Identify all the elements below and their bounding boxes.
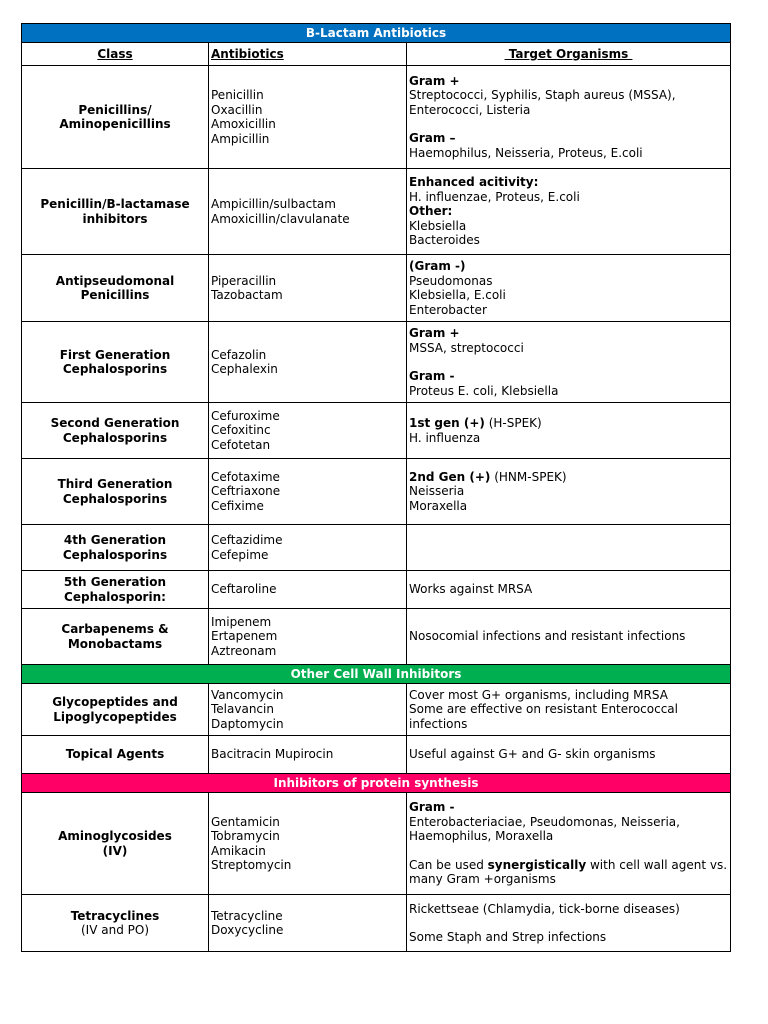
drug-name: Oxacillin: [211, 102, 263, 117]
table-row: [22, 895, 731, 952]
target-heading: Enhanced acitivity:: [409, 175, 539, 190]
class-name: (IV): [102, 843, 128, 858]
targets-cell: [407, 793, 731, 895]
class-name: Antipseudomonal: [55, 273, 175, 288]
target-text: Works against MRSA: [409, 582, 533, 597]
target-text: Bacteroides: [409, 233, 480, 248]
class-cell: [22, 793, 209, 895]
target-text: Neisseria: [409, 484, 465, 499]
targets-cell-empty: [407, 525, 731, 571]
drug-name: Cefotaxime: [211, 469, 280, 484]
drug-name: Bacitracin Mupirocin: [211, 747, 334, 762]
class-cell: [22, 322, 209, 403]
target-text: Nosocomial infections and resistant infections: [409, 629, 686, 644]
target-text: Enterobacteriaciae, Pseudomonas, Neisseria, Haemophilus, Moraxella: [409, 814, 680, 844]
header-target-organisms: Target Organisms: [407, 43, 731, 66]
class-name: Cephalosporins: [62, 491, 168, 506]
class-cell: [22, 571, 209, 609]
target-heading: Gram -: [409, 800, 455, 815]
drug-name: Cefepime: [211, 547, 269, 562]
section-banner-protein-synthesis: [22, 774, 731, 793]
target-text: Cover most G+ organisms, including MRSA: [409, 687, 668, 702]
class-route: (IV and PO): [81, 923, 149, 937]
target-text: Klebsiella, E.coli: [409, 288, 506, 302]
drug-name: Ceftriaxone: [211, 484, 281, 499]
target-text: MSSA, streptococci: [409, 340, 524, 355]
target-emphasis: synergistically: [487, 857, 587, 872]
header-antibiotics: Antibiotics: [209, 43, 407, 66]
class-name: Carbapenems &: [61, 622, 169, 636]
class-name: Cephalosporin:: [64, 589, 166, 604]
drugs-cell: [209, 793, 407, 895]
drugs-cell: [209, 525, 407, 571]
table-row: [22, 525, 731, 571]
target-text: Can be used: [409, 857, 488, 872]
targets-cell: [407, 571, 731, 609]
target-heading: Gram -: [409, 369, 455, 383]
target-heading: Gram –: [409, 131, 456, 146]
targets-cell: [407, 403, 731, 459]
table-row: [22, 459, 731, 525]
drug-name: Amoxicillin: [211, 117, 276, 131]
target-text: Klebsiella: [409, 218, 467, 233]
drugs-cell: [209, 684, 407, 736]
class-name: Second Generation: [50, 416, 180, 430]
drug-name: Piperacillin: [211, 273, 277, 288]
class-name: First Generation: [59, 347, 171, 362]
target-text: Haemophilus, Neisseria, Proteus, E.coli: [409, 145, 643, 160]
drugs-cell: [209, 66, 407, 169]
target-mnemonic: (H-SPEK): [484, 416, 542, 430]
section-banner-beta-lactam: [22, 24, 731, 43]
drugs-cell: [209, 736, 407, 774]
target-heading: (Gram -): [409, 259, 466, 273]
targets-cell: [407, 66, 731, 169]
class-cell: [22, 66, 209, 169]
class-name: Third Generation: [57, 477, 173, 491]
table-row: [22, 255, 731, 322]
table-row: [22, 403, 731, 459]
section-title: Other Cell Wall Inhibitors: [22, 665, 731, 684]
drugs-cell: [209, 609, 407, 665]
drug-name: Cefixime: [211, 498, 264, 513]
targets-cell: [407, 684, 731, 736]
class-cell: [22, 684, 209, 736]
drug-name: Telavancin: [211, 702, 274, 717]
class-name: Penicillins: [80, 288, 150, 302]
class-name: Monobactams: [67, 636, 163, 651]
antibiotics-table: [21, 23, 731, 952]
drug-name: Tazobactam: [211, 288, 283, 302]
drugs-cell: [209, 895, 407, 952]
drug-name: Amikacin: [211, 843, 266, 858]
drug-name: Streptomycin: [211, 858, 292, 872]
drug-name: Gentamicin: [211, 814, 280, 829]
section-banner-cell-wall: [22, 665, 731, 684]
class-name: Topical Agents: [65, 747, 165, 762]
class-name: Cephalosporins: [62, 430, 168, 445]
target-text: Some Staph and Strep infections: [409, 930, 607, 944]
drugs-cell: [209, 571, 407, 609]
drug-name: Doxycycline: [211, 923, 284, 937]
table-row: [22, 736, 731, 774]
class-name: Cephalosporins: [62, 547, 168, 562]
drugs-cell: [209, 403, 407, 459]
drug-name: Penicillin: [211, 88, 264, 102]
targets-cell: [407, 459, 731, 525]
drug-name: Ceftaroline: [211, 582, 277, 597]
drugs-cell: [209, 255, 407, 322]
target-heading: 1st gen (+): [409, 416, 485, 430]
drug-name: Cefoxitinc: [211, 423, 271, 438]
class-name: Lipoglycopeptides: [53, 709, 177, 724]
drug-name: Amoxicillin/clavulanate: [211, 211, 350, 226]
class-name: Penicillins/: [78, 102, 152, 117]
drug-name: Cefotetan: [211, 437, 271, 452]
target-text: Pseudomonas: [409, 273, 493, 288]
section-title: B-Lactam Antibiotics: [22, 24, 731, 43]
class-name: 4th Generation: [63, 533, 167, 547]
table-row: [22, 322, 731, 403]
target-heading: Other:: [409, 204, 453, 219]
class-cell: [22, 169, 209, 255]
targets-cell: [407, 895, 731, 952]
class-name: Penicillin/B-lactamase: [40, 197, 190, 211]
target-heading: Gram +: [409, 326, 460, 340]
class-name: Tetracyclines: [70, 908, 160, 923]
targets-cell: [407, 736, 731, 774]
target-text: Proteus E. coli, Klebsiella: [409, 383, 559, 398]
target-heading: Gram +: [409, 73, 460, 88]
drug-name: Cephalexin: [211, 362, 278, 376]
class-cell: [22, 403, 209, 459]
class-cell: [22, 525, 209, 571]
table-row: [22, 571, 731, 609]
target-text: with cell wall agent vs. many Gram +organisms: [409, 857, 728, 887]
class-name: 5th Generation: [63, 575, 167, 589]
drug-name: Aztreonam: [211, 643, 277, 658]
targets-cell: [407, 255, 731, 322]
target-heading: 2nd Gen (+): [409, 469, 491, 484]
target-text: Streptococci, Syphilis, Staph aureus (MSSA), Enterococci, Listeria: [409, 88, 676, 117]
drug-name: Tobramycin: [211, 829, 280, 843]
drug-name: Ampicillin/sulbactam: [211, 197, 336, 211]
target-text: Enterobacter: [409, 302, 487, 317]
drugs-cell: [209, 459, 407, 525]
class-cell: [22, 895, 209, 952]
class-cell: [22, 736, 209, 774]
class-name: Aminopenicillins: [59, 117, 171, 131]
drugs-cell: [209, 169, 407, 255]
target-text: Useful against G+ and G- skin organisms: [409, 747, 656, 762]
table-row: [22, 684, 731, 736]
target-text: Rickettseae (Chlamydia, tick-borne diseases): [409, 901, 680, 916]
table-row: [22, 609, 731, 665]
table-row: [22, 793, 731, 895]
class-name: Aminoglycosides: [58, 829, 172, 843]
header-class: Class: [22, 43, 209, 66]
drug-name: Ampicillin: [211, 131, 270, 146]
targets-cell: [407, 322, 731, 403]
class-name: Cephalosporins: [62, 362, 168, 376]
target-text: H. influenza: [409, 430, 481, 445]
target-text: H. influenzae, Proteus, E.coli: [409, 189, 580, 204]
drug-name: Ertapenem: [211, 629, 278, 644]
section-title: Inhibitors of protein synthesis: [22, 774, 731, 793]
drugs-cell: [209, 322, 407, 403]
target-text: Some are effective on resistant Enterococcal infections: [409, 702, 678, 731]
table-row: [22, 169, 731, 255]
drug-name: Ceftazidime: [211, 533, 283, 547]
drug-name: Cefuroxime: [211, 408, 280, 423]
target-mnemonic: (HNM-SPEK): [490, 469, 567, 484]
targets-cell: [407, 609, 731, 665]
drug-name: Cefazolin: [211, 347, 267, 362]
class-name: inhibitors: [82, 211, 148, 226]
class-cell: [22, 609, 209, 665]
target-text: Moraxella: [409, 498, 468, 513]
drug-name: Imipenem: [211, 614, 272, 629]
class-cell: [22, 459, 209, 525]
drug-name: Daptomycin: [211, 716, 284, 731]
drug-name: Tetracycline: [211, 908, 283, 923]
targets-cell: [407, 169, 731, 255]
header-row: [22, 43, 731, 66]
drug-name: Vancomycin: [211, 687, 284, 702]
class-cell: [22, 255, 209, 322]
class-name: Glycopeptides and: [52, 695, 178, 709]
table-row: [22, 66, 731, 169]
